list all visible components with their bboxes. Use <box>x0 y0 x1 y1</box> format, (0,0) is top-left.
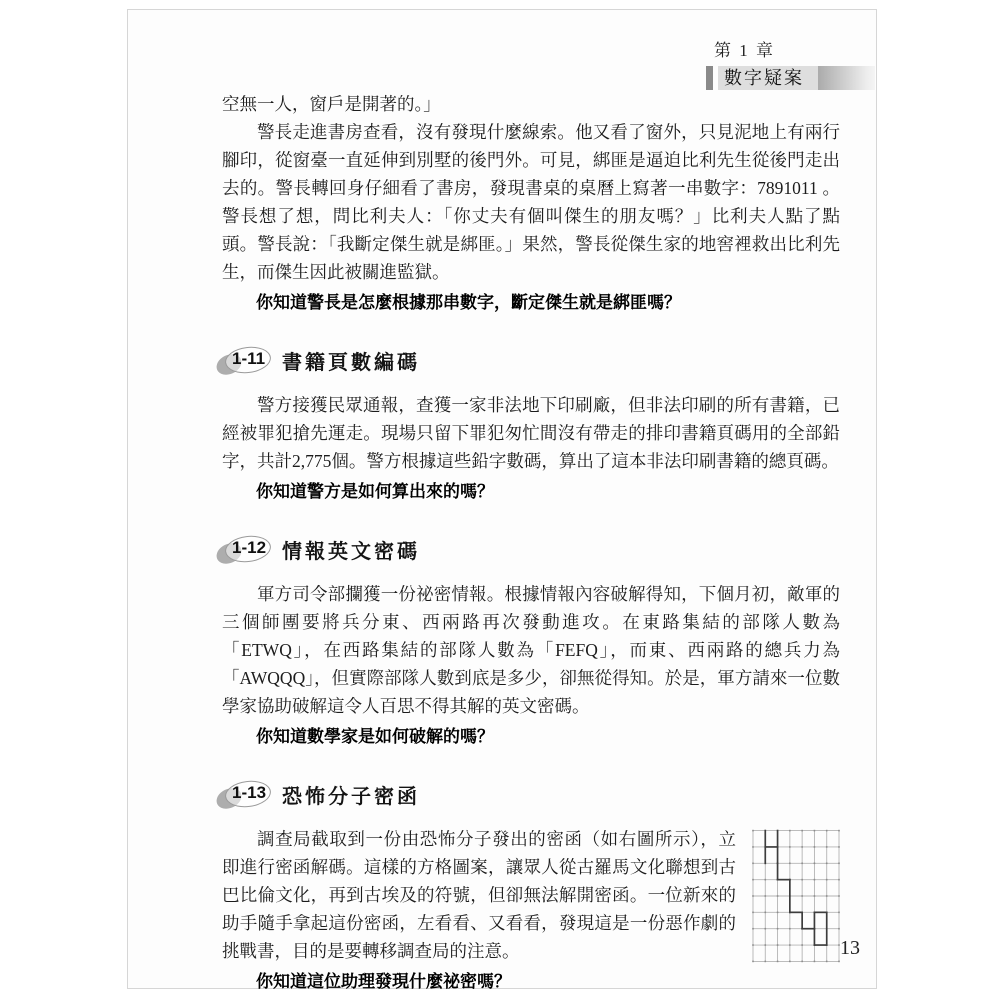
section-number: 1-13 <box>232 783 267 802</box>
section-question: 你知道這位助理發現什麼祕密嗎？ <box>256 972 511 991</box>
section-heading <box>222 775 840 813</box>
section-paragraph: 調查局截取到一份由恐怖分子發出的密函（如右圖所示），立即進行密函解碼。這樣的方格圖案，讓眾人從古羅馬文化聯想到古巴比倫文化，再到古埃及的符號，但卻無法解開密函。一位新來的助手隨手拿起這份密函，左看看、又看看，發現這是一份惡作劇的挑戰書，目的是要轉移調查局的注意。 <box>222 829 736 961</box>
section-number: 1-11 <box>232 349 266 368</box>
section-title: 恐怖分子密函 <box>282 785 420 808</box>
cipher-grid-svg <box>752 829 840 963</box>
page-number: 13 <box>840 937 860 959</box>
section-title: 情報英文密碼 <box>282 540 420 563</box>
cipher-grid-figure <box>752 829 840 963</box>
chapter-gradient-band <box>818 66 875 90</box>
chapter-title: 數字疑案 <box>718 66 818 90</box>
section-question: 你知道警方是如何算出來的嗎？ <box>256 482 494 501</box>
section-title: 書籍頁數編碼 <box>282 351 420 374</box>
section-1-12 <box>222 530 840 751</box>
section-number: 1-12 <box>232 538 267 557</box>
section-number-badge <box>222 345 270 375</box>
chapter-accent-bar <box>706 66 713 90</box>
section-heading <box>222 530 840 568</box>
section-heading <box>222 341 840 379</box>
intro-paragraph: 警長走進書房查看，沒有發現什麼線索。他又看了窗外，只見泥地上有兩行腳印，從窗臺一直延伸到別墅的後門外。可見，綁匪是逼迫比利先生從後門走出去的。警長轉回身仔細看了書房，發現書桌的桌曆上寫著一串數字：7891011 。警長想了想，問比利夫人：「你丈夫有個叫傑生的朋友嗎？」比利夫人點了點頭。警長說：「我斷定傑生就是綁匪。」果然，警長從傑生家的地窖裡救出比利先生，而傑生因此被關進監獄。 <box>222 122 840 282</box>
text-column <box>222 90 840 996</box>
chapter-title-row <box>706 66 875 90</box>
book-page <box>127 9 877 989</box>
section-number-badge <box>222 779 270 809</box>
section-1-11 <box>222 341 840 506</box>
chapter-number: 第 1 章 <box>714 41 775 60</box>
section-number-badge <box>222 534 270 564</box>
chapter-header <box>706 36 875 90</box>
section-paragraph: 軍方司令部攔獲一份祕密情報。根據情報內容破解得知，下個月初，敵軍的三個師團要將兵分東、西兩路再次發動進攻。在東路集結的部隊人數為「ETWQ」，在西路集結的部隊人數為「FEFQ」，而東、西兩路的總兵力為「AWQQQ」，但實際部隊人數到底是多少，卻無從得知。於是，軍方請來一位數學家協助破解這令人百思不得其解的英文密碼。 <box>222 584 840 716</box>
section-paragraph: 警方接獲民眾通報，查獲一家非法地下印刷廠，但非法印刷的所有書籍，已經被罪犯搶先運走。現場只留下罪犯匆忙間沒有帶走的排印書籍頁碼用的全部鉛字，共計2,775個。警方根據這些鉛字數碼，算出了這本非法印刷書籍的總頁碼。 <box>222 395 840 471</box>
intro-opening-line: 空無一人，窗戶是開著的。」 <box>222 94 441 114</box>
section-1-13 <box>222 775 840 996</box>
intro-question: 你知道警長是怎麼根據那串數字，斷定傑生就是綁匪嗎？ <box>256 293 681 312</box>
section-question: 你知道數學家是如何破解的嗎？ <box>256 727 494 746</box>
